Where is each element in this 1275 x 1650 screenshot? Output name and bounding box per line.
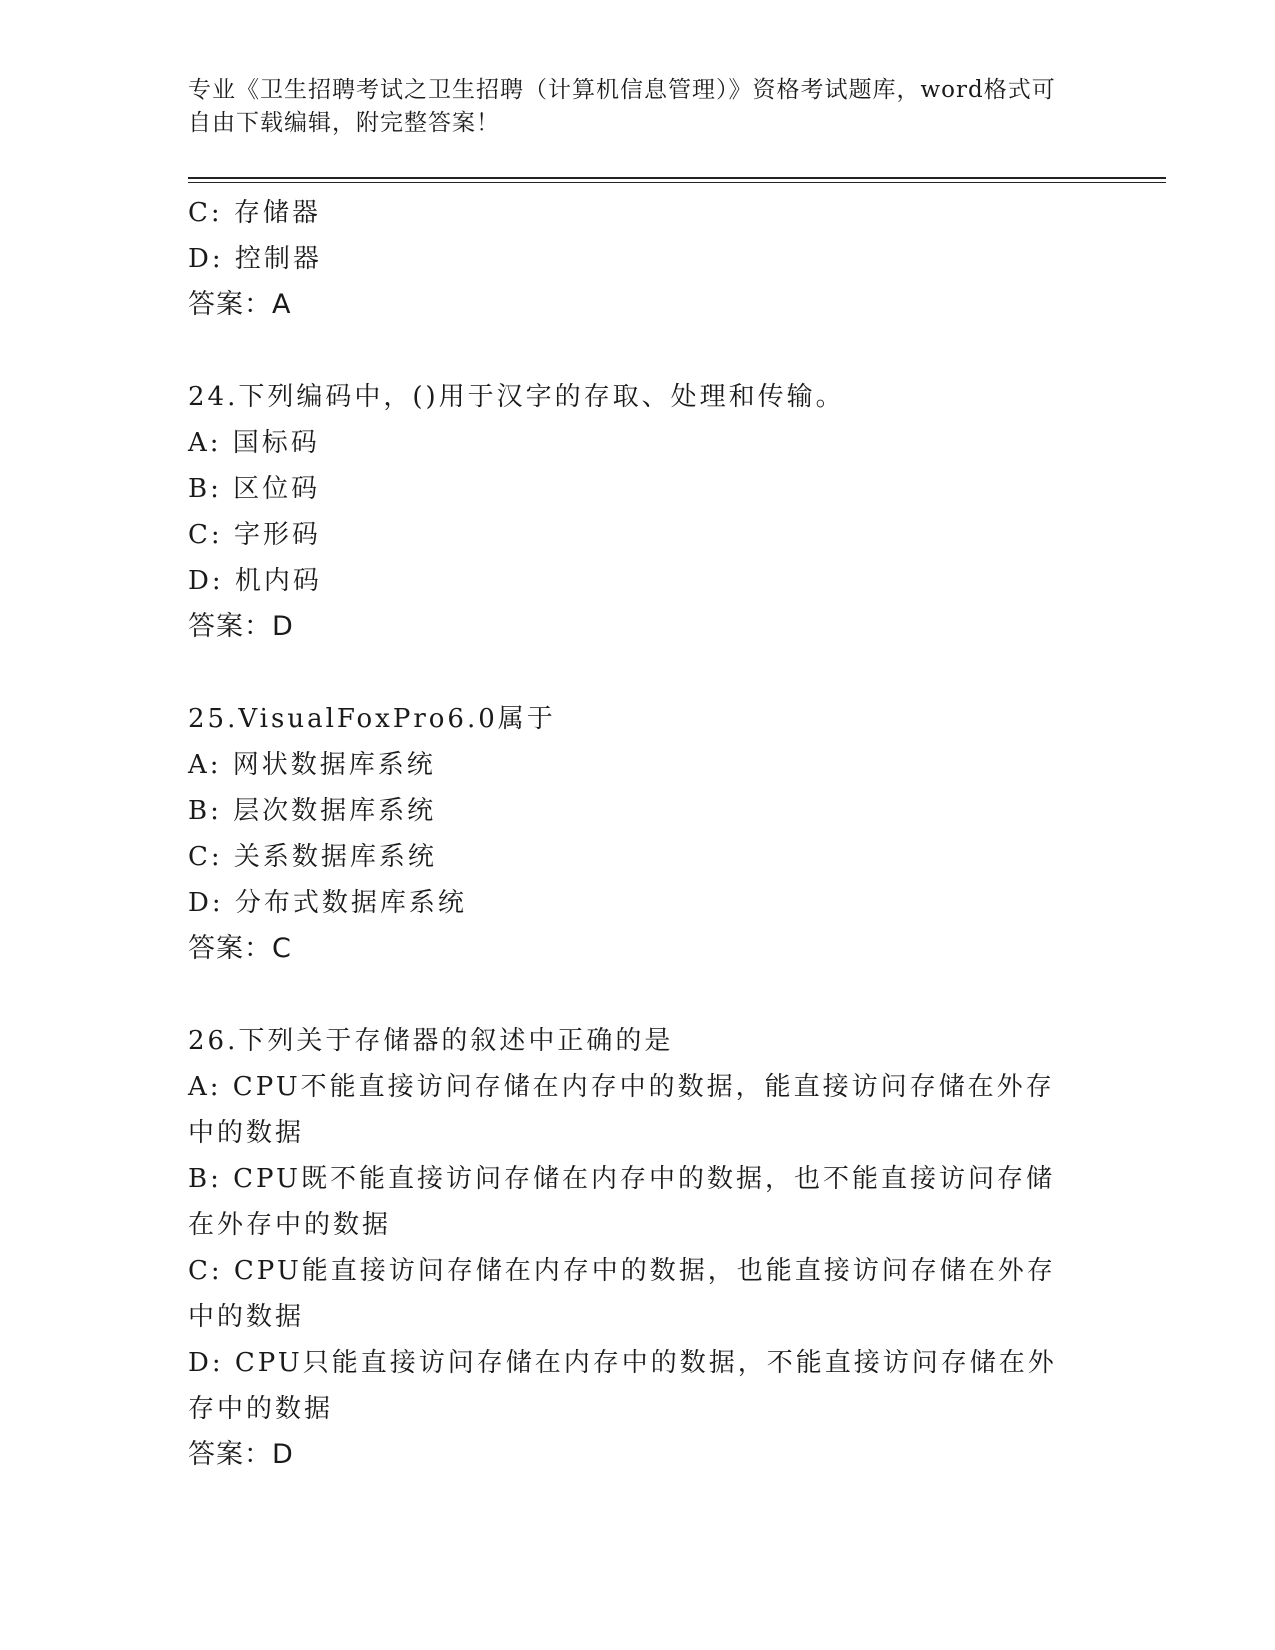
option-b: B: CPU既不能直接访问存储在内存中的数据，也不能直接访问存储在外存中的数据 [188, 1164, 1055, 1240]
document-header: 专业《卫生招聘考试之卫生招聘（计算机信息管理）》资格考试题库，word格式可自由下载编辑，附完整答案！ [188, 77, 1056, 136]
block-spacer [188, 650, 1068, 696]
option-a: A: 国标码 [188, 428, 320, 458]
answer: 答案：D [188, 1439, 294, 1470]
answer: 答案：A [188, 289, 292, 320]
option-d: D: CPU只能直接访问存储在内存中的数据，不能直接访问存储在外存中的数据 [188, 1348, 1057, 1424]
question-26: 26.下列关于存储器的叙述中正确的是 [188, 1026, 674, 1056]
option-c: C: 关系数据库系统 [188, 842, 437, 872]
option-b: B: 层次数据库系统 [188, 796, 437, 826]
question-25: 25.VisualFoxPro6.0属于 [188, 704, 556, 734]
option-c: C: CPU能直接访问存储在内存中的数据，也能直接访问存储在外存中的数据 [188, 1256, 1056, 1332]
block-spacer [188, 972, 1068, 1018]
answer: 答案：D [188, 611, 294, 642]
question-list [188, 190, 1068, 1478]
block-spacer [188, 328, 1068, 374]
header-divider [188, 177, 1166, 183]
option-a: A: 网状数据库系统 [188, 750, 436, 780]
answer: 答案：C [188, 933, 292, 964]
option-b: B: 区位码 [188, 474, 321, 504]
option-d: D: 机内码 [188, 566, 322, 596]
question-24: 24.下列编码中，()用于汉字的存取、处理和传输。 [188, 382, 845, 412]
option-c: C: 存储器 [188, 198, 321, 228]
option-a: A: CPU不能直接访问存储在内存中的数据，能直接访问存储在外存中的数据 [188, 1072, 1055, 1148]
option-d: D: 控制器 [188, 244, 322, 274]
option-d: D: 分布式数据库系统 [188, 888, 467, 918]
option-c: C: 字形码 [188, 520, 321, 550]
